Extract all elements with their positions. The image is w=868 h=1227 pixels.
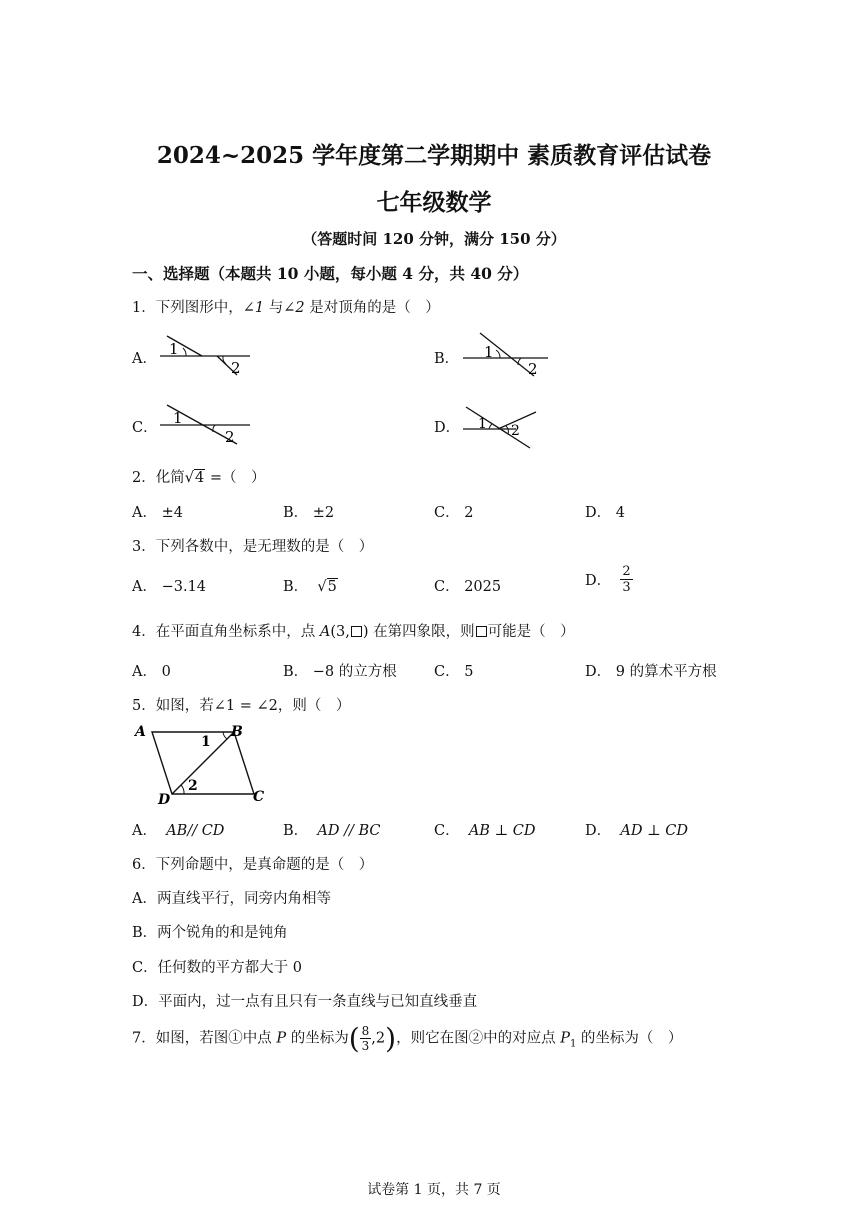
vertex-c-label: C (253, 789, 265, 805)
blank-box (476, 626, 487, 637)
option-label: D． (585, 823, 612, 839)
question-text: 下列图形中， (155, 300, 243, 316)
question-text: 下列命题中，是真命题的是（ ） (155, 857, 374, 873)
q3-option-c: C． 2025 (434, 579, 502, 595)
question-5 (132, 694, 350, 715)
option-expression: AB// CD (166, 823, 225, 839)
question-text: 在第四象限，则 (368, 624, 475, 640)
fraction (360, 1025, 372, 1052)
q5-option-b (283, 819, 380, 840)
q1-option-d-label: D． (434, 420, 461, 436)
angle-2-label: 2 (231, 359, 241, 377)
question-text: ，则它在图 (396, 1030, 469, 1047)
vertex-a-label: A (135, 724, 146, 740)
exam-subject: 七年级数学 (376, 189, 492, 216)
blank-box (351, 626, 362, 637)
fraction (620, 565, 632, 594)
q5-parallelogram-figure (132, 718, 272, 810)
question-text: 在平面直角坐标系中，点 (155, 624, 320, 640)
q4-option-a: A． 0 (132, 664, 171, 680)
question-text: 的坐标为（ ） (576, 1030, 683, 1047)
q6-option-d: D．平面内，过一点有且只有一条直线与已知直线垂直 (132, 994, 478, 1010)
question-text: 的坐标为 (286, 1030, 349, 1047)
q4-option-d: D． 9 的算术平方根 (585, 664, 717, 680)
question-text: 中点 (242, 1030, 277, 1047)
q4-option-c: C． 5 (434, 664, 474, 680)
q1-figure-b (458, 330, 553, 378)
exam-info: （答题时间 120 分钟，满分 150 分） (302, 230, 566, 248)
q3-option-b (283, 575, 338, 596)
coordinate: ,2 (371, 1030, 386, 1047)
q6-option-b: B．两个锐角的和是钝角 (132, 925, 288, 941)
question-text: 是对顶角的是（ ） (304, 300, 440, 316)
q2-option-d: D． 4 (585, 505, 625, 521)
q6-option-c: C．任何数的平方都大于 0 (132, 960, 302, 976)
question-1 (132, 296, 440, 317)
question-number: 6． (132, 857, 156, 873)
q1-option-c-label: C． (132, 420, 158, 436)
q1-figure-a (155, 333, 255, 378)
point-subscript: 1 (569, 1038, 577, 1050)
option-expression: AD // BC (317, 823, 381, 839)
option-label: D． (585, 573, 612, 589)
denominator: 3 (622, 580, 631, 595)
angle-2-label: 2 (528, 360, 538, 378)
point-label: A (319, 624, 331, 640)
coordinate: (3, (330, 624, 350, 640)
question-3 (132, 535, 373, 556)
question-number: 5． (132, 698, 156, 714)
question-text: 如图，若∠1 = ∠2，则（ ） (155, 698, 351, 714)
figure-ref-1: ① (228, 1030, 243, 1047)
question-4 (132, 620, 575, 641)
vertex-b-label: B (231, 724, 243, 740)
option-expression: AD ⊥ CD (620, 823, 689, 839)
angle-1-label: 1 (169, 340, 179, 358)
q3-option-d (585, 565, 633, 594)
angle-2-label: 2 (225, 428, 235, 446)
sqrt-expression: √5 (317, 579, 337, 595)
question-text: 中的对应点 (483, 1030, 561, 1047)
question-text: 与 (264, 300, 284, 316)
radicand: 5 (327, 579, 337, 595)
question-text: 如图，若图 (155, 1030, 229, 1047)
q2-option-b: B． ±2 (283, 505, 335, 521)
point-label: P (560, 1030, 570, 1047)
radicand: 4 (194, 470, 205, 486)
question-text: 化简 (155, 470, 185, 486)
q1-option-a-label: A． (132, 351, 157, 367)
point-label: P (276, 1030, 287, 1047)
angle-1-label: 1 (484, 343, 494, 361)
question-text: =（ ） (205, 470, 266, 486)
sqrt-expression: √4 (184, 470, 205, 486)
question-6 (132, 853, 373, 874)
angle-2-label: 2 (511, 423, 520, 439)
question-number: 4． (132, 624, 156, 640)
q2-option-c: C． 2 (434, 505, 474, 521)
angle-1-label: 1 (201, 734, 211, 750)
option-label: B． (283, 823, 309, 839)
denominator: 3 (361, 1039, 370, 1053)
angle-1-label: 1 (478, 416, 487, 432)
left-paren: ( (348, 1022, 360, 1055)
angle-1-label: 1 (173, 409, 183, 427)
figure-ref-2: ② (468, 1030, 484, 1047)
vertex-d-label: D (158, 792, 171, 808)
angle-2-label: 2 (188, 778, 198, 794)
option-label: A． (132, 823, 157, 839)
exam-title: 2024~2025 学年度第二学期期中 素质教育评估试卷 (156, 142, 712, 169)
q1-figure-d (458, 402, 543, 450)
question-7 (132, 1022, 682, 1055)
question-number: 7． (132, 1030, 156, 1047)
question-number: 3． (132, 539, 156, 555)
q1-figure-c (155, 402, 255, 447)
option-expression: AB ⊥ CD (468, 823, 536, 839)
question-2 (132, 466, 265, 487)
question-number: 1． (132, 300, 156, 316)
q5-option-a (132, 819, 224, 840)
numerator: 8 (361, 1024, 370, 1038)
q3-option-a: A． −3.14 (132, 579, 207, 595)
q2-option-a: A． ±4 (132, 505, 183, 521)
right-paren: ) (385, 1022, 397, 1055)
q5-option-c (434, 819, 536, 840)
option-label: C． (434, 823, 460, 839)
question-number: 2． (132, 470, 156, 486)
angle-label: ∠2 (283, 300, 305, 316)
question-text: 可能是（ ） (487, 624, 575, 640)
q4-option-b: B． −8 的立方根 (283, 664, 397, 680)
option-label: B． (283, 579, 309, 595)
section-heading: 一、选择题（本题共 10 小题，每小题 4 分，共 40 分） (132, 264, 529, 283)
angle-label: ∠1 (242, 300, 265, 316)
question-text: 下列各数中，是无理数的是（ ） (155, 539, 374, 555)
numerator: 2 (622, 564, 631, 579)
coordinate: ) (362, 624, 369, 640)
q5-option-d (585, 819, 688, 840)
q6-option-a: A．两直线平行，同旁内角相等 (132, 891, 331, 907)
q1-option-b-label: B． (434, 351, 460, 367)
page-footer: 试卷第 1 页，共 7 页 (367, 1182, 501, 1198)
